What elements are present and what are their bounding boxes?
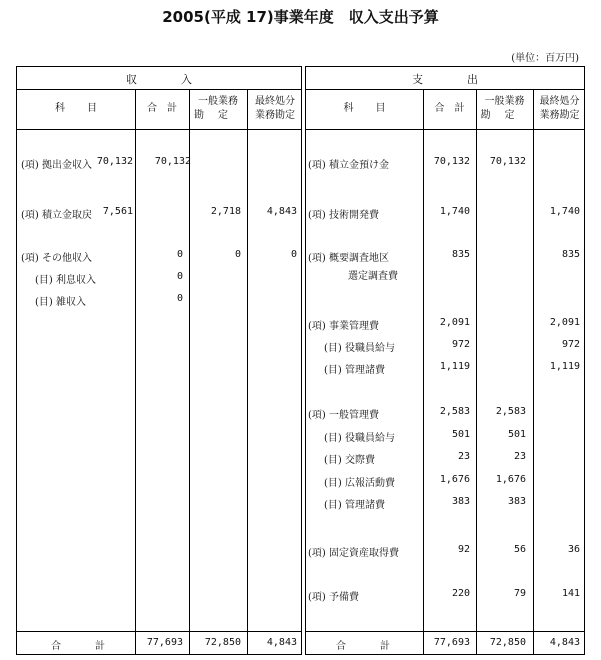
expense-row-final: 972: [561, 339, 580, 350]
expense-row-general: 56: [513, 544, 526, 555]
expense-row-label: (目) 広報活動費: [324, 478, 395, 489]
expense-header-label: 支 出: [412, 73, 478, 86]
expense-row-final: 1,119: [549, 361, 580, 372]
expense-row-general: 70,132: [489, 156, 526, 167]
expense-total-final: 4,843: [549, 637, 580, 648]
expense-row-total: 70,132: [433, 156, 470, 167]
expense-row-total: 835: [451, 249, 470, 260]
income-row-label: (項) 積立金取戻: [21, 210, 92, 221]
expense-h-final-2: 業務勘定: [539, 110, 580, 121]
expense-header: [306, 67, 584, 90]
expense-row-total: 501: [451, 429, 470, 440]
expense-total-label: 合計: [336, 641, 424, 652]
income-h-subject: 科目: [55, 103, 119, 114]
expense-row-general: 2,583: [495, 406, 526, 417]
expense-row-total: 1,119: [439, 361, 470, 372]
expense-row-label: (項) 固定資産取得費: [308, 548, 399, 559]
expense-row-final: 141: [561, 588, 580, 599]
table-row: [306, 474, 584, 488]
income-h-final: [247, 89, 303, 129]
table-row: [306, 317, 584, 331]
expense-row-general: 1,676: [495, 474, 526, 485]
table-row: [306, 429, 584, 443]
income-h-general: [189, 89, 247, 129]
income-row-label: (目) 雑収入: [35, 297, 86, 308]
expense-row-final: 36: [567, 544, 580, 555]
table-row: [17, 293, 301, 307]
unit-note: (単位：百万円): [511, 53, 579, 64]
income-row-label: (目) 利息収入: [35, 275, 96, 286]
table-row: [306, 361, 584, 375]
expense-total-row: [306, 631, 584, 654]
income-row-total: 70,132: [96, 156, 133, 167]
expense-row-label: (項) 概要調査地区: [308, 253, 389, 264]
table-row: [306, 406, 584, 420]
expense-total-general: 72,850: [489, 637, 526, 648]
expense-row-label: (目) 役職員給与: [324, 343, 395, 354]
expense-h-final-1: 最終処分: [539, 96, 580, 107]
income-total-final: 4,843: [266, 637, 297, 648]
income-row-total: 7,561: [102, 206, 133, 217]
table-row: [17, 206, 301, 220]
income-total-label: 合計: [51, 641, 139, 652]
income-row-general: 70,132: [154, 156, 191, 167]
expense-h-general-2: 勘定: [480, 110, 529, 121]
expense-row-label: (項) 事業管理費: [308, 321, 379, 332]
table-row: [306, 544, 584, 558]
table-row: [306, 267, 584, 281]
expense-row-label: (目) 管理諸費: [324, 365, 385, 376]
expense-h-total: 合計: [434, 103, 475, 114]
income-row-label: (項) 拠出金収入: [21, 160, 92, 171]
expense-row-general: 383: [507, 496, 526, 507]
income-h-total: 合計: [147, 103, 187, 114]
expense-row-general: 23: [513, 451, 526, 462]
income-header: [17, 67, 301, 90]
expense-total-total: 77,693: [433, 637, 470, 648]
page-title: 2005(平成 17)事業年度 収入支出予算: [162, 8, 439, 26]
expense-row-label: (項) 予備費: [308, 592, 359, 603]
income-total-total: 77,693: [146, 637, 183, 648]
table-row: [17, 249, 301, 263]
expense-row-total: 1,676: [439, 474, 470, 485]
income-h-final-2: 業務勘定: [255, 110, 295, 121]
income-row-total: 0: [176, 271, 183, 282]
expense-row-label: 選定調査費: [348, 271, 398, 282]
expense-row-total: 972: [451, 339, 470, 350]
income-table: [16, 66, 302, 655]
income-col-divider: [189, 89, 190, 654]
table-row: [306, 588, 584, 602]
income-row-general: 2,718: [210, 206, 241, 217]
expense-row-total: 2,091: [439, 317, 470, 328]
income-h-general-1: 一般業務: [198, 96, 238, 107]
income-h-final-1: 最終処分: [255, 96, 295, 107]
expense-row-label: (目) 管理諸費: [324, 500, 385, 511]
income-col-divider: [135, 89, 136, 654]
income-header-label: 収 入: [126, 73, 192, 86]
income-row-general: 0: [234, 249, 241, 260]
expense-row-final: 1,740: [549, 206, 580, 217]
expense-row-final: 835: [561, 249, 580, 260]
table-row: [306, 249, 584, 263]
expense-row-total: 92: [457, 544, 470, 555]
income-col-divider: [247, 89, 248, 654]
expense-table: [305, 66, 585, 655]
expense-h-general: [476, 89, 533, 129]
table-row: [306, 339, 584, 353]
expense-row-label: (目) 役職員給与: [324, 433, 395, 444]
expense-row-total: 23: [457, 451, 470, 462]
expense-h-subject: 科目: [343, 103, 408, 114]
expense-row-total: 220: [451, 588, 470, 599]
income-row-total: 0: [176, 293, 183, 304]
expense-row-label: (項) 技術開発費: [308, 210, 379, 221]
expense-row-general: 501: [507, 429, 526, 440]
expense-row-label: (目) 交際費: [324, 455, 375, 466]
income-row-label: (項) その他収入: [21, 253, 92, 264]
table-row: [17, 271, 301, 285]
expense-row-total: 1,740: [439, 206, 470, 217]
income-row-final: 4,843: [266, 206, 297, 217]
table-row: [17, 156, 301, 170]
expense-h-final: [533, 89, 586, 129]
expense-row-total: 2,583: [439, 406, 470, 417]
expense-row-general: 79: [513, 588, 526, 599]
expense-row-label: (項) 一般管理費: [308, 410, 379, 421]
table-row: [306, 206, 584, 220]
expense-row-total: 383: [451, 496, 470, 507]
income-h-general-2: 勘定: [194, 110, 242, 121]
income-row-total: 0: [176, 249, 183, 260]
expense-h-general-1: 一般業務: [484, 96, 525, 107]
expense-row-final: 2,091: [549, 317, 580, 328]
income-row-final: 0: [290, 249, 297, 260]
income-total-row: [17, 631, 301, 654]
table-row: [306, 451, 584, 465]
income-total-general: 72,850: [204, 637, 241, 648]
table-row: [306, 156, 584, 170]
expense-row-label: (項) 積立金預け金: [308, 160, 389, 171]
table-row: [306, 496, 584, 510]
